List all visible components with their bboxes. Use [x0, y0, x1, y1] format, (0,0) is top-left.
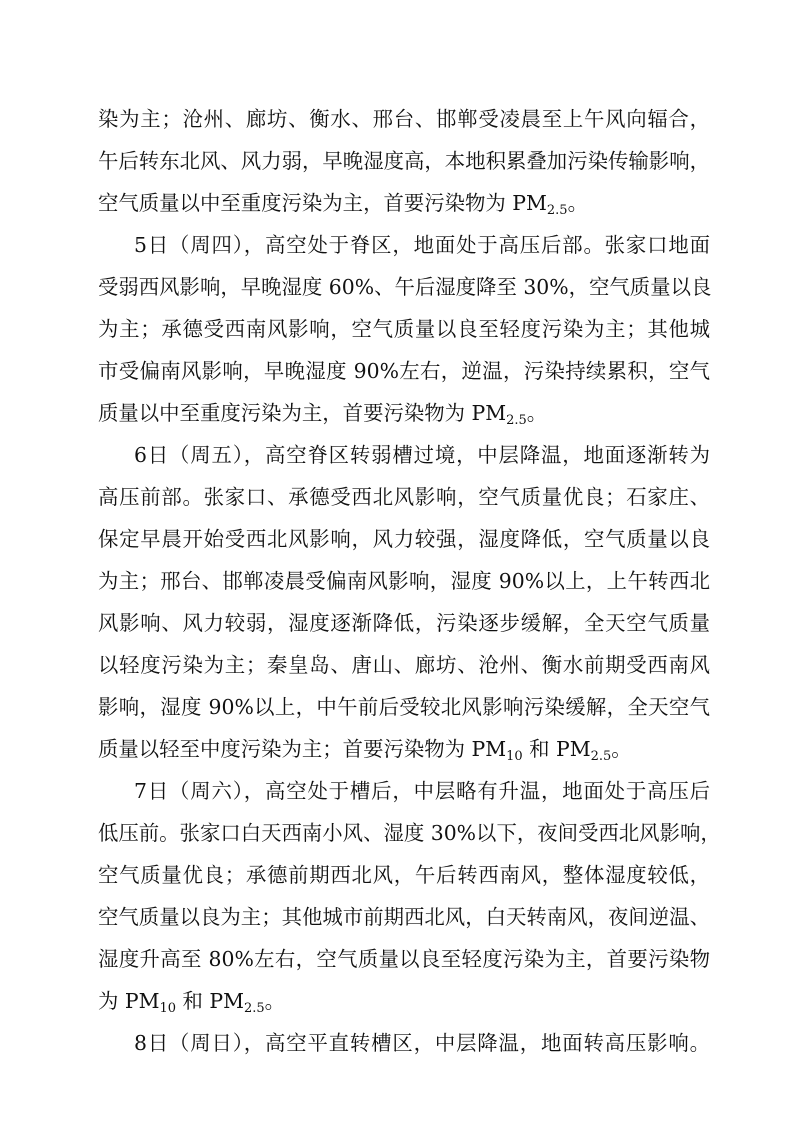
- text-line: 受弱西风影响，早晚湿度 60%、午后湿度降至 30%，空气质量以良: [98, 275, 712, 299]
- text-line: 风影响、风力较弱，湿度逐渐降低，污染逐步缓解，全天空气质量: [98, 611, 710, 635]
- text-line: 以轻度污染为主；秦皇岛、唐山、廊坊、沧州、衡水前期受西南风: [98, 653, 710, 677]
- text-line: 高压前部。张家口、承德受西北风影响，空气质量优良；石家庄、: [98, 485, 710, 509]
- text-line: 6日（周五），高空脊区转弱槽过境，中层降温，地面逐渐转为: [134, 443, 710, 467]
- text-line: 空气质量优良；承德前期西北风，午后转西南风，整体湿度较低，: [98, 863, 710, 887]
- text-line: 为主；邢台、邯郸凌晨受偏南风影响，湿度 90%以上，上午转西北: [98, 569, 710, 593]
- text-line: 染为主；沧州、廊坊、衡水、邢台、邯郸受凌晨至上午风向辐合，: [98, 107, 710, 131]
- text-line: 质量以中至重度污染为主，首要污染物为 $PM_{2.5}$。: [98, 401, 548, 428]
- text-line: 8日（周日），高空平直转槽区，中层降温，地面转高压影响。: [134, 1031, 710, 1055]
- text-line: 5日（周四），高空处于脊区，地面处于高压后部。张家口地面: [134, 233, 710, 257]
- text-line: 市受偏南风影响，早晚湿度 90%左右，逆温，污染持续累积，空气: [98, 359, 710, 383]
- text-line: 湿度升高至 80%左右，空气质量以良至轻度污染为主，首要污染物: [98, 947, 710, 971]
- text-line: 空气质量以中至重度污染为主，首要污染物为 $PM_{2.5}$。: [98, 191, 588, 218]
- text-line: 为主；承德受西南风影响，空气质量以良至轻度污染为主；其他城: [98, 317, 710, 341]
- text-line: 影响，湿度 90%以上，中午前后受较北风影响污染缓解，全天空气: [98, 695, 710, 719]
- text-line: 低压前。张家口白天西南小风、湿度 30%以下，夜间受西北风影响，: [98, 821, 721, 845]
- text-line: 质量以轻至中度污染为主；首要污染物为 $PM_{10}$ 和 $PM_{2.5}$。: [98, 737, 632, 764]
- text-line: 7日（周六），高空处于槽后，中层略有升温，地面处于高压后: [134, 779, 710, 803]
- text-line: 空气质量以良为主；其他城市前期西北风，白天转南风，夜间逆温、: [98, 905, 710, 929]
- text-line: 为 $PM_{10}$ 和 $PM_{2.5}$。: [98, 989, 286, 1016]
- text-line: 保定早晨开始受西北风影响，风力较强，湿度降低，空气质量以良: [98, 527, 710, 551]
- text-line: 午后转东北风、风力弱，早晚湿度高，本地积累叠加污染传输影响，: [98, 149, 710, 173]
